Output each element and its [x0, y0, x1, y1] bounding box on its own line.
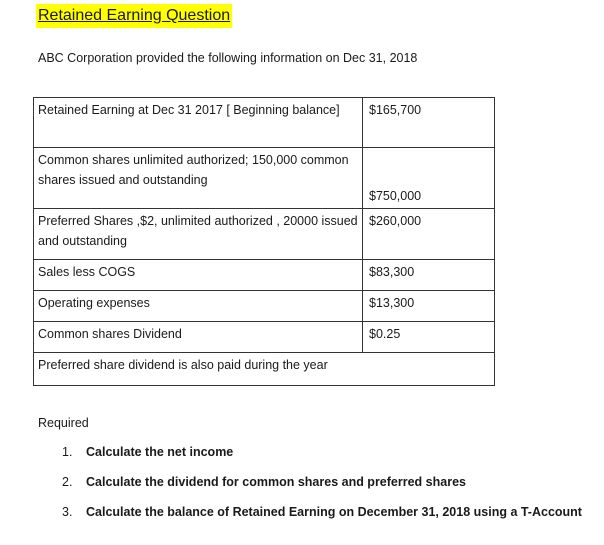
task-number: 1.: [62, 445, 73, 459]
row-label: Common shares Dividend: [34, 322, 363, 352]
task-text: Calculate the net income: [86, 445, 234, 459]
table-row-preferred-dividend-note: [34, 352, 494, 385]
row-value: $0.25: [369, 327, 401, 341]
table-row-preferred-shares: [34, 208, 494, 259]
row-value: $260,000: [369, 214, 422, 228]
intro-text: ABC Corporation provided the following information on Dec 31, 2018: [38, 51, 418, 65]
table-row-sales-less-cogs: [34, 259, 494, 290]
row-label: Sales less COGS: [34, 260, 363, 290]
table-row-common-shares: [34, 147, 494, 208]
row-label: Preferred Shares ,$2, unlimited authorized , 20000 issued and outstanding: [34, 209, 363, 259]
row-value: [363, 148, 494, 208]
table-row-common-shares-dividend: [34, 321, 494, 352]
row-value: $13,300: [369, 296, 415, 310]
row-value-text: $750,000: [369, 189, 422, 203]
row-value: $83,300: [369, 265, 415, 279]
list-item: [62, 504, 582, 534]
document-title: Retained Earning Question: [36, 4, 232, 28]
row-label: Retained Earning at Dec 31 2017 [ Beginning balance]: [34, 98, 363, 147]
row-label: Operating expenses: [34, 291, 363, 321]
table-row-beginning-retained-earning: [34, 98, 494, 147]
preferred-dividend-note: Preferred share dividend is also paid during the year: [38, 358, 328, 372]
row-value: $165,700: [369, 103, 422, 117]
task-number: 3.: [62, 505, 73, 519]
list-item: [62, 474, 582, 504]
table-row-operating-expenses: [34, 290, 494, 321]
information-table: [33, 97, 495, 386]
row-label: Common shares unlimited authorized; 150,000 common shares issued and outstanding: [34, 148, 363, 208]
task-number: 2.: [62, 475, 73, 489]
required-heading: Required: [38, 416, 89, 430]
list-item: [62, 444, 582, 474]
task-text: Calculate the dividend for common shares and preferred shares: [86, 475, 466, 489]
task-list: [62, 444, 582, 534]
task-text: Calculate the balance of Retained Earning on December 31, 2018 using a T-Account: [86, 505, 582, 519]
